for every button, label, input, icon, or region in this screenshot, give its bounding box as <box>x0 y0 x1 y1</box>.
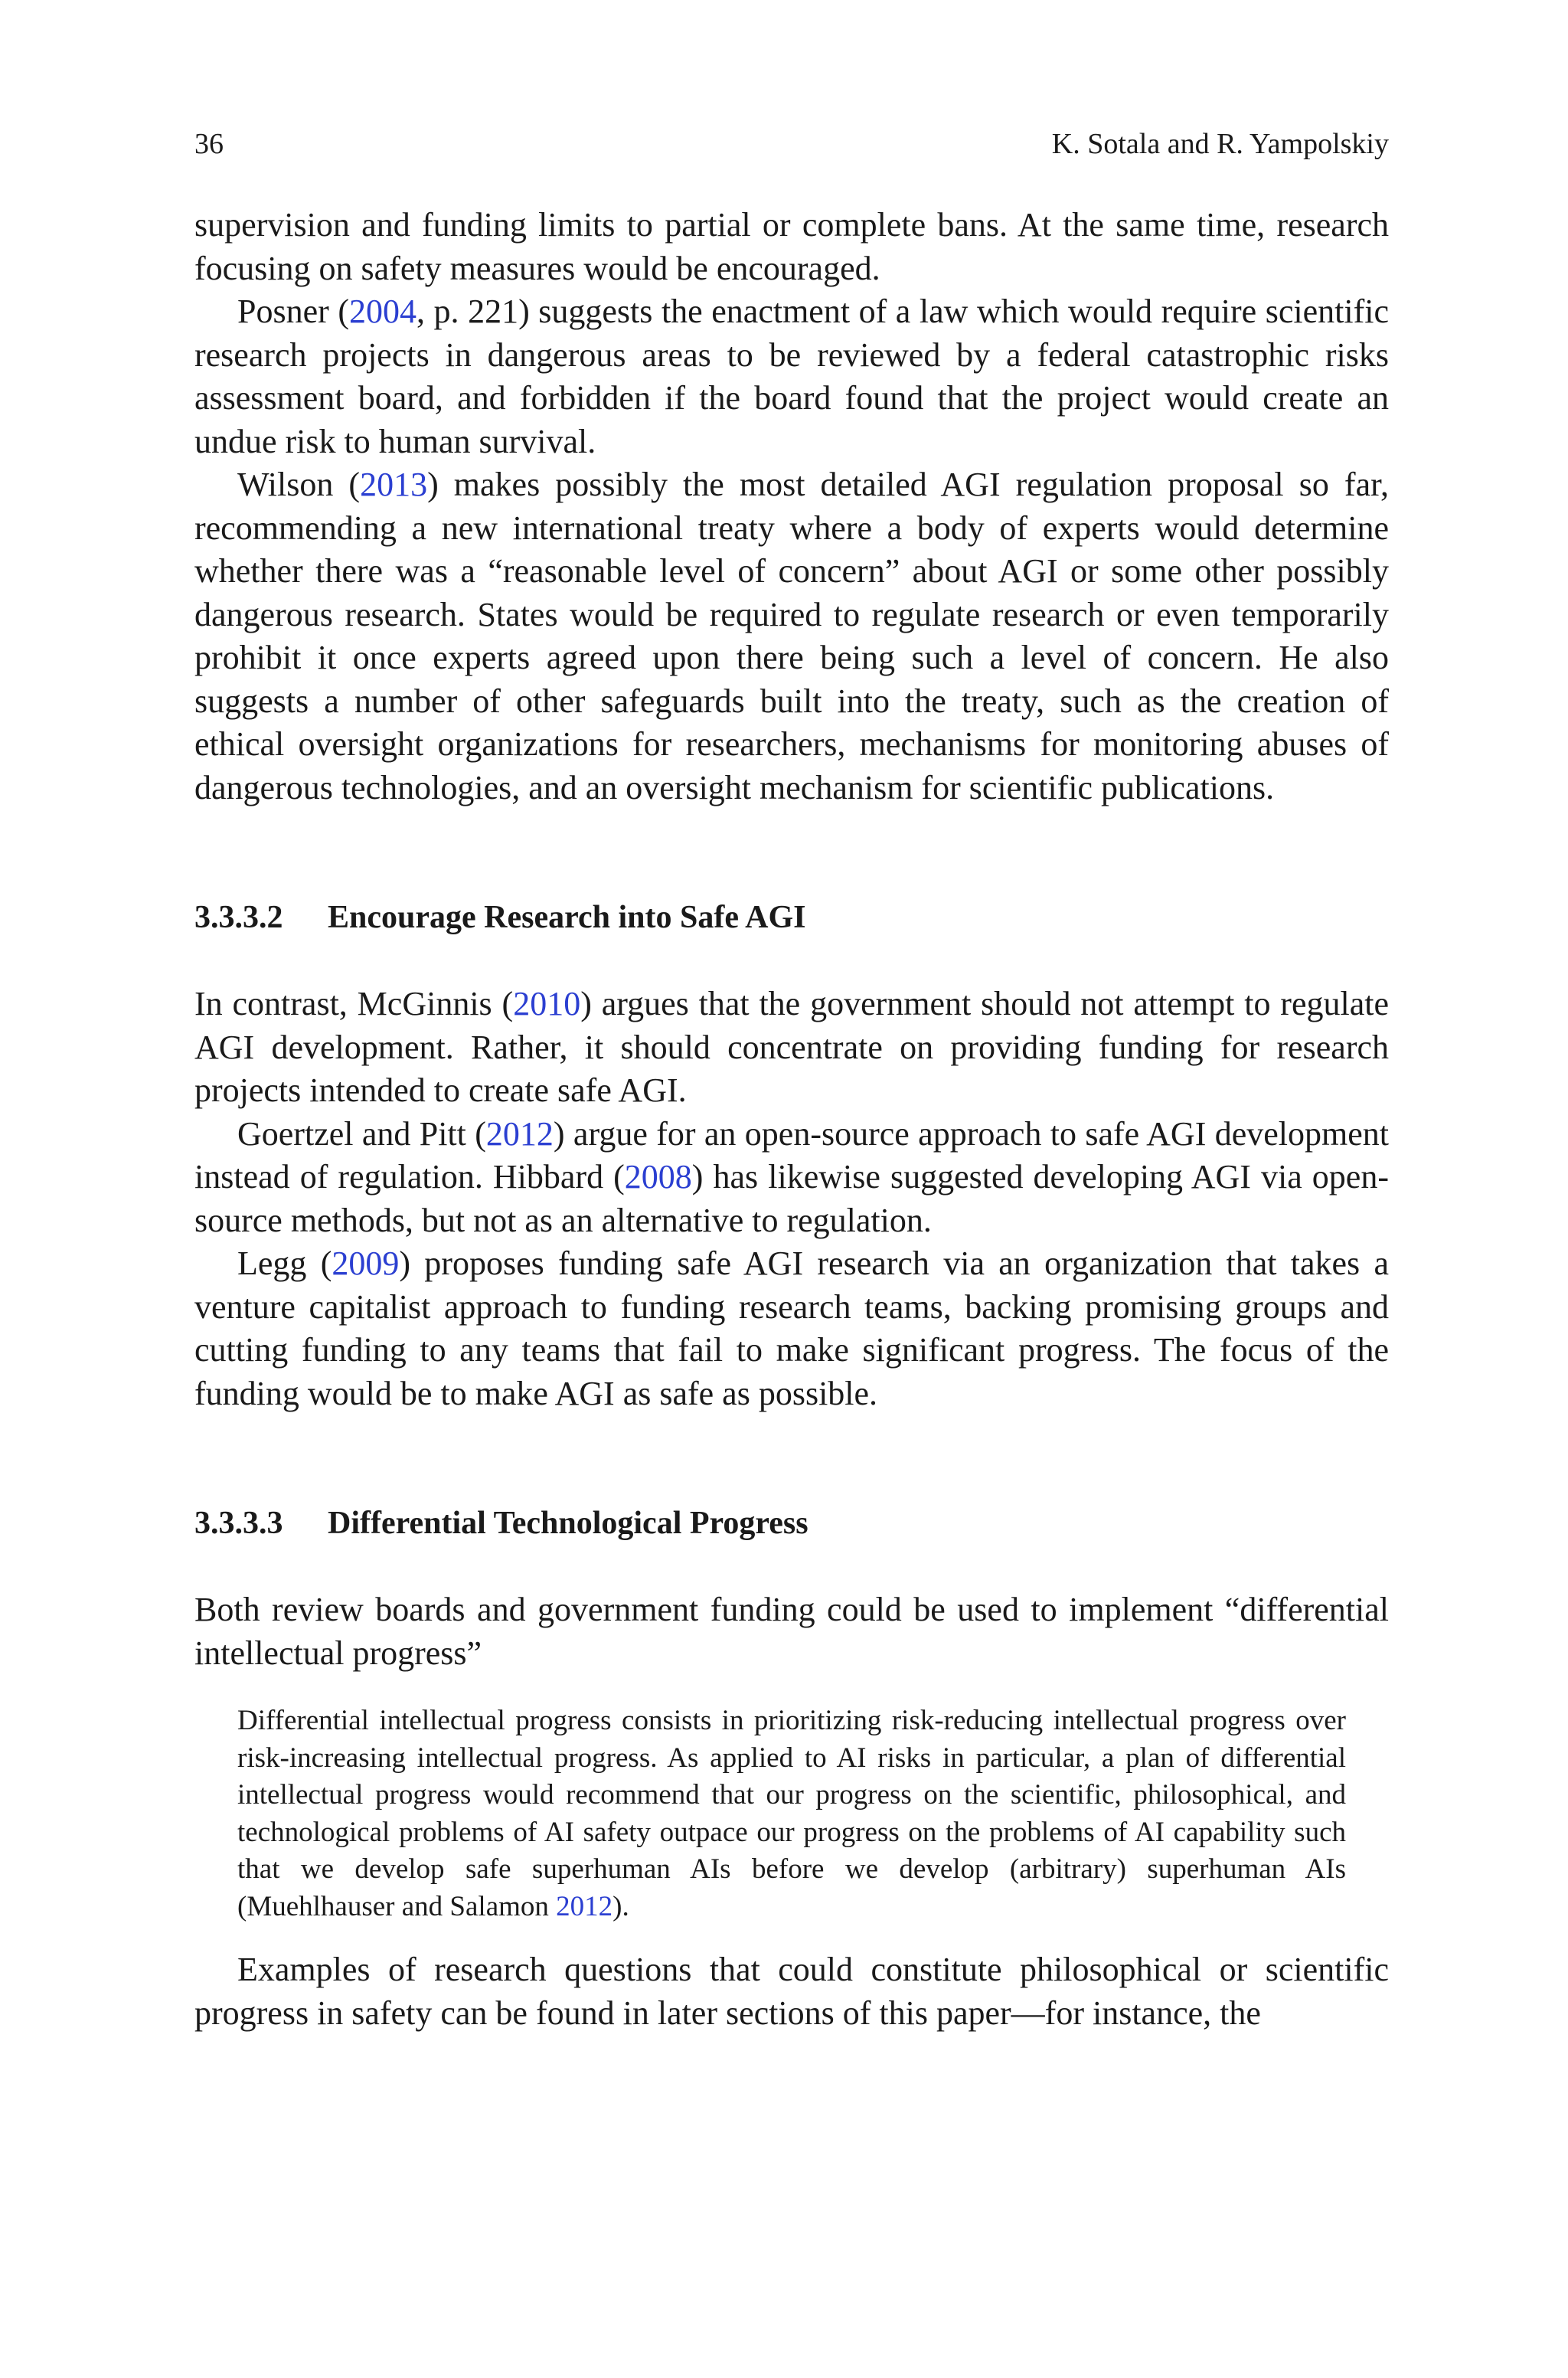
spacer <box>194 1545 1389 1588</box>
paragraph-text: ) proposes funding safe AGI research via an organization that takes a venture capitalist approach to funding research teams, backing promising groups and cutting funding to any teams that fail to make significant progress. The focus of the funding would be to make AGI as safe as possible. <box>194 1245 1389 1412</box>
quote-text: Differential intellectual progress consists in prioritizing risk-reducing intellectual progress over risk-increasing intellectual progress. As applied to AI risks in particular, a plan of differential intellectual progress would recommend that our progress on the scientific, philosophical, and technological problems of AI safety outpace our progress on the problems of AI capability such that we develop safe superhuman AIs before we develop (arbitrary) superhuman AIs (Muehlhauser and Salamon <box>237 1705 1346 1922</box>
spacer <box>194 1415 1389 1502</box>
paragraph-examples <box>194 1948 1389 2035</box>
citation-link[interactable]: 2012 <box>485 1114 554 1153</box>
paragraph-mcginnis <box>194 983 1389 1113</box>
paragraph-legg <box>194 1242 1389 1415</box>
citation-link[interactable]: 2012 <box>556 1890 613 1922</box>
paragraph-text: ) makes possibly the most detailed AGI regulation proposal so far, recommending a new international treaty where a body of experts would determine whether there was a “reasonable level of concern” about AGI or some other possibly dangerous research. States would be required to regulate research or even temporarily prohibit it once experts agreed upon there being such a level of concern. He also suggests a number of other safeguards built into the treaty, such as the creation of ethical oversight organizations for researchers, mechanisms for monitoring abuses of dangerous technologies, and an oversight mechanism for scientific publications. <box>194 466 1389 806</box>
section-number: 3.3.3.3 <box>194 1506 283 1541</box>
body-text <box>194 204 1389 2035</box>
paragraph-text: Wilson ( <box>237 466 361 503</box>
paragraph-text: ) has likewise suggested developing AGI via open-source methods, but not as an alternative to regulation. <box>194 1158 1389 1239</box>
paragraph-text: In contrast, McGinnis ( <box>194 985 514 1022</box>
paragraph-text: supervision and funding limits to partial or complete bans. At the same time, research focusing on safety measures would be encouraged. <box>194 206 1389 287</box>
spacer <box>194 1925 1389 1948</box>
spacer <box>194 810 1389 896</box>
running-head: K. Sotala and R. Yampolskiy <box>1051 128 1389 160</box>
paragraph-goertzel <box>194 1113 1389 1243</box>
paragraph-text: Legg ( <box>237 1245 332 1282</box>
citation-link[interactable]: 2010 <box>513 985 581 1022</box>
spacer <box>194 1675 1389 1703</box>
paragraph-continued <box>194 204 1389 290</box>
section-title: Encourage Research into Safe AGI <box>328 900 806 935</box>
citation-link[interactable]: 2008 <box>624 1158 692 1196</box>
paragraph-posner <box>194 290 1389 463</box>
citation-link[interactable]: 2013 <box>360 466 428 503</box>
citation-link[interactable]: 2009 <box>332 1245 400 1282</box>
block-quote <box>237 1703 1346 1925</box>
paragraph-text: Examples of research questions that could constitute philosophical or scientific progress in safety can be found in later sections of this paper—for instance, the <box>194 1951 1389 2032</box>
paragraph-text: Goertzel and Pitt ( <box>237 1114 486 1153</box>
paragraph-text: ) argue for an open-source approach to safe AGI development instead of regulation. Hibbard ( <box>194 1114 1389 1196</box>
page-number: 36 <box>194 128 224 160</box>
spacer <box>194 939 1389 983</box>
paragraph-text: Both review boards and government funding could be used to implement “differential intellectual progress” <box>194 1591 1389 1672</box>
paragraph-text: ) argues that the government should not attempt to regulate AGI development. Rather, it should concentrate on providing funding for research projects intended to create safe AGI. <box>194 985 1389 1109</box>
section-heading-3333 <box>194 1502 1389 1545</box>
section-number: 3.3.3.2 <box>194 900 283 935</box>
section-heading-3332 <box>194 896 1389 939</box>
paragraph-review-boards <box>194 1588 1389 1675</box>
paragraph-text: Posner ( <box>237 293 349 330</box>
paragraph-text: , p. 221) suggests the enactment of a law which would require scientific research projects in dangerous areas to be reviewed by a federal catastrophic risks assessment board, and forbidden if the board found that the project would create an undue risk to human survival. <box>194 293 1389 460</box>
quote-text: ). <box>612 1890 629 1922</box>
page-header <box>194 124 1389 164</box>
paragraph-wilson <box>194 463 1389 810</box>
citation-link[interactable]: 2004 <box>348 293 416 330</box>
section-title: Differential Technological Progress <box>328 1506 808 1541</box>
